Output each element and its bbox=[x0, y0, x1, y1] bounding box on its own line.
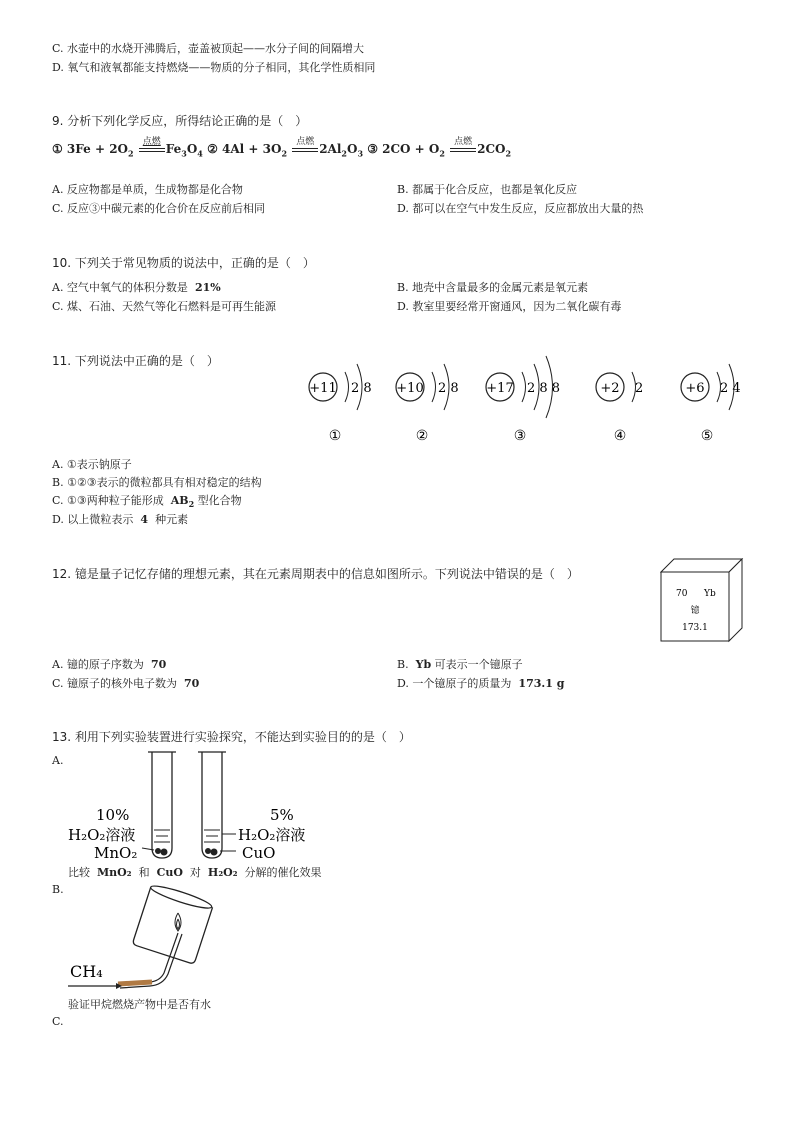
left-solution: H₂O₂溶液 bbox=[68, 826, 136, 844]
q10-option-d[interactable]: D. 教室里要经常开窗通风，因为二氧化碳有毒 bbox=[397, 300, 622, 313]
left-concentration: 10% bbox=[96, 806, 130, 824]
q11-option-b[interactable]: B. ①②③表示的微粒都具有相对稳定的结构 bbox=[52, 476, 262, 489]
atom-2 bbox=[396, 364, 459, 444]
question-9-stem: 9. 分析下列化学反应，所得结论正确的是（ ） bbox=[52, 114, 308, 128]
q13-option-b-caption: 验证甲烷燃烧产物中是否有水 bbox=[68, 998, 211, 1011]
atom-4 bbox=[596, 372, 643, 444]
question-11-stem: 11. 下列说法中正确的是（ ） bbox=[52, 354, 219, 368]
q11-option-a[interactable]: A. ①表示钠原子 bbox=[52, 458, 132, 471]
q9-option-c[interactable]: C. 反应③中碳元素的化合价在反应前后相同 bbox=[52, 202, 266, 215]
option-d-top: D. 氧气和液氧都能支持燃烧——物质的分子相同，其化学性质相同 bbox=[52, 61, 376, 74]
option-c-top: C. 水壶中的水烧开沸腾后，壶盖被顶起——水分子间的间隔增大 bbox=[52, 42, 365, 55]
methane-label: CH₄ bbox=[70, 962, 103, 981]
atom-3 bbox=[486, 356, 560, 444]
right-catalyst: CuO bbox=[242, 844, 276, 862]
left-catalyst: MnO₂ bbox=[94, 844, 138, 862]
shells-1: 2 8 bbox=[351, 381, 372, 396]
element-symbol: Yb bbox=[704, 589, 716, 599]
label-2: ② bbox=[415, 428, 429, 444]
nucleus-3: +17 bbox=[486, 381, 514, 396]
atom-5 bbox=[681, 364, 741, 444]
q13-option-a-label[interactable]: A. bbox=[52, 754, 64, 767]
q11-option-d[interactable]: D. 以上微粒表示 4 种元素 bbox=[52, 513, 189, 526]
label-5: ⑤ bbox=[700, 428, 714, 444]
q13-option-a-caption: 比较 MnO₂ 和 CuO 对 H₂O₂ 分解的催化效果 bbox=[68, 866, 322, 879]
q12-option-d[interactable]: D. 一个镱原子的质量为 173.1 g bbox=[397, 677, 565, 690]
q12-option-b[interactable]: B. Yb 可表示一个镱原子 bbox=[397, 658, 523, 671]
q9-option-d[interactable]: D. 都可以在空气中发生反应，反应都放出大量的热 bbox=[397, 202, 644, 215]
test-tube-comparison-diagram bbox=[60, 748, 330, 868]
methane-combustion-diagram bbox=[60, 885, 230, 993]
shells-4: 2 bbox=[635, 381, 644, 396]
shells-5: 2 4 bbox=[720, 381, 741, 396]
element-name: 镱 bbox=[690, 606, 700, 616]
question-13-stem: 13. 利用下列实验装置进行实验探究，不能达到实验目的的是（ ） bbox=[52, 730, 411, 744]
q12-option-a[interactable]: A. 镱的原子序数为 70 bbox=[52, 658, 167, 671]
right-solution: H₂O₂溶液 bbox=[238, 826, 306, 844]
q10-option-b[interactable]: B. 地壳中含量最多的金属元素是氧元素 bbox=[397, 281, 589, 294]
q13-option-b-label[interactable]: B. bbox=[52, 883, 64, 896]
element-card-ytterbium bbox=[660, 558, 744, 644]
q13-option-c-label[interactable]: C. bbox=[52, 1015, 64, 1028]
nucleus-4: +2 bbox=[600, 381, 620, 396]
question-12-stem: 12. 镱是量子记忆存储的理想元素，其在元素周期表中的信息如图所示。下列说法中错误的是（ ） bbox=[52, 567, 579, 581]
label-3: ③ bbox=[513, 428, 527, 444]
right-concentration: 5% bbox=[270, 806, 294, 824]
shells-2: 2 8 bbox=[438, 381, 459, 396]
atom-structure-diagrams bbox=[295, 352, 755, 447]
question-9-equations: ① $3Fe + 2O_2$ 点燃 $Fe_3O_4$ ② $4Al + 3O_2$ 点燃 $2Al_2O_3$ ③ $2CO + O_2$ 点燃 $2CO_2$ bbox=[52, 142, 511, 158]
q10-option-a[interactable]: A. 空气中氧气的体积分数是 21% bbox=[52, 281, 221, 294]
q11-option-c[interactable]: C. ①③两种粒子能形成 $AB_2$ 型化合物 bbox=[52, 494, 242, 510]
atom-1 bbox=[309, 364, 372, 444]
question-10-stem: 10. 下列关于常见物质的说法中，正确的是（ ） bbox=[52, 256, 315, 270]
q12-option-c[interactable]: C. 镱原子的核外电子数为 70 bbox=[52, 677, 200, 690]
atomic-number: 70 bbox=[676, 589, 688, 599]
q9-option-b[interactable]: B. 都属于化合反应，也都是氧化反应 bbox=[397, 183, 578, 196]
nucleus-5: +6 bbox=[685, 381, 705, 396]
q9-option-a[interactable]: A. 反应物都是单质，生成物都是化合物 bbox=[52, 183, 243, 196]
atomic-mass: 173.1 bbox=[682, 623, 708, 633]
q10-option-c[interactable]: C. 煤、石油、天然气等化石燃料是可再生能源 bbox=[52, 300, 277, 313]
nucleus-2: +10 bbox=[396, 381, 424, 396]
shells-3: 2 8 8 bbox=[527, 381, 561, 396]
label-1: ① bbox=[328, 428, 342, 444]
nucleus-1: +11 bbox=[309, 381, 337, 396]
label-4: ④ bbox=[613, 428, 627, 444]
condition-ignite: 点燃 bbox=[142, 137, 161, 147]
